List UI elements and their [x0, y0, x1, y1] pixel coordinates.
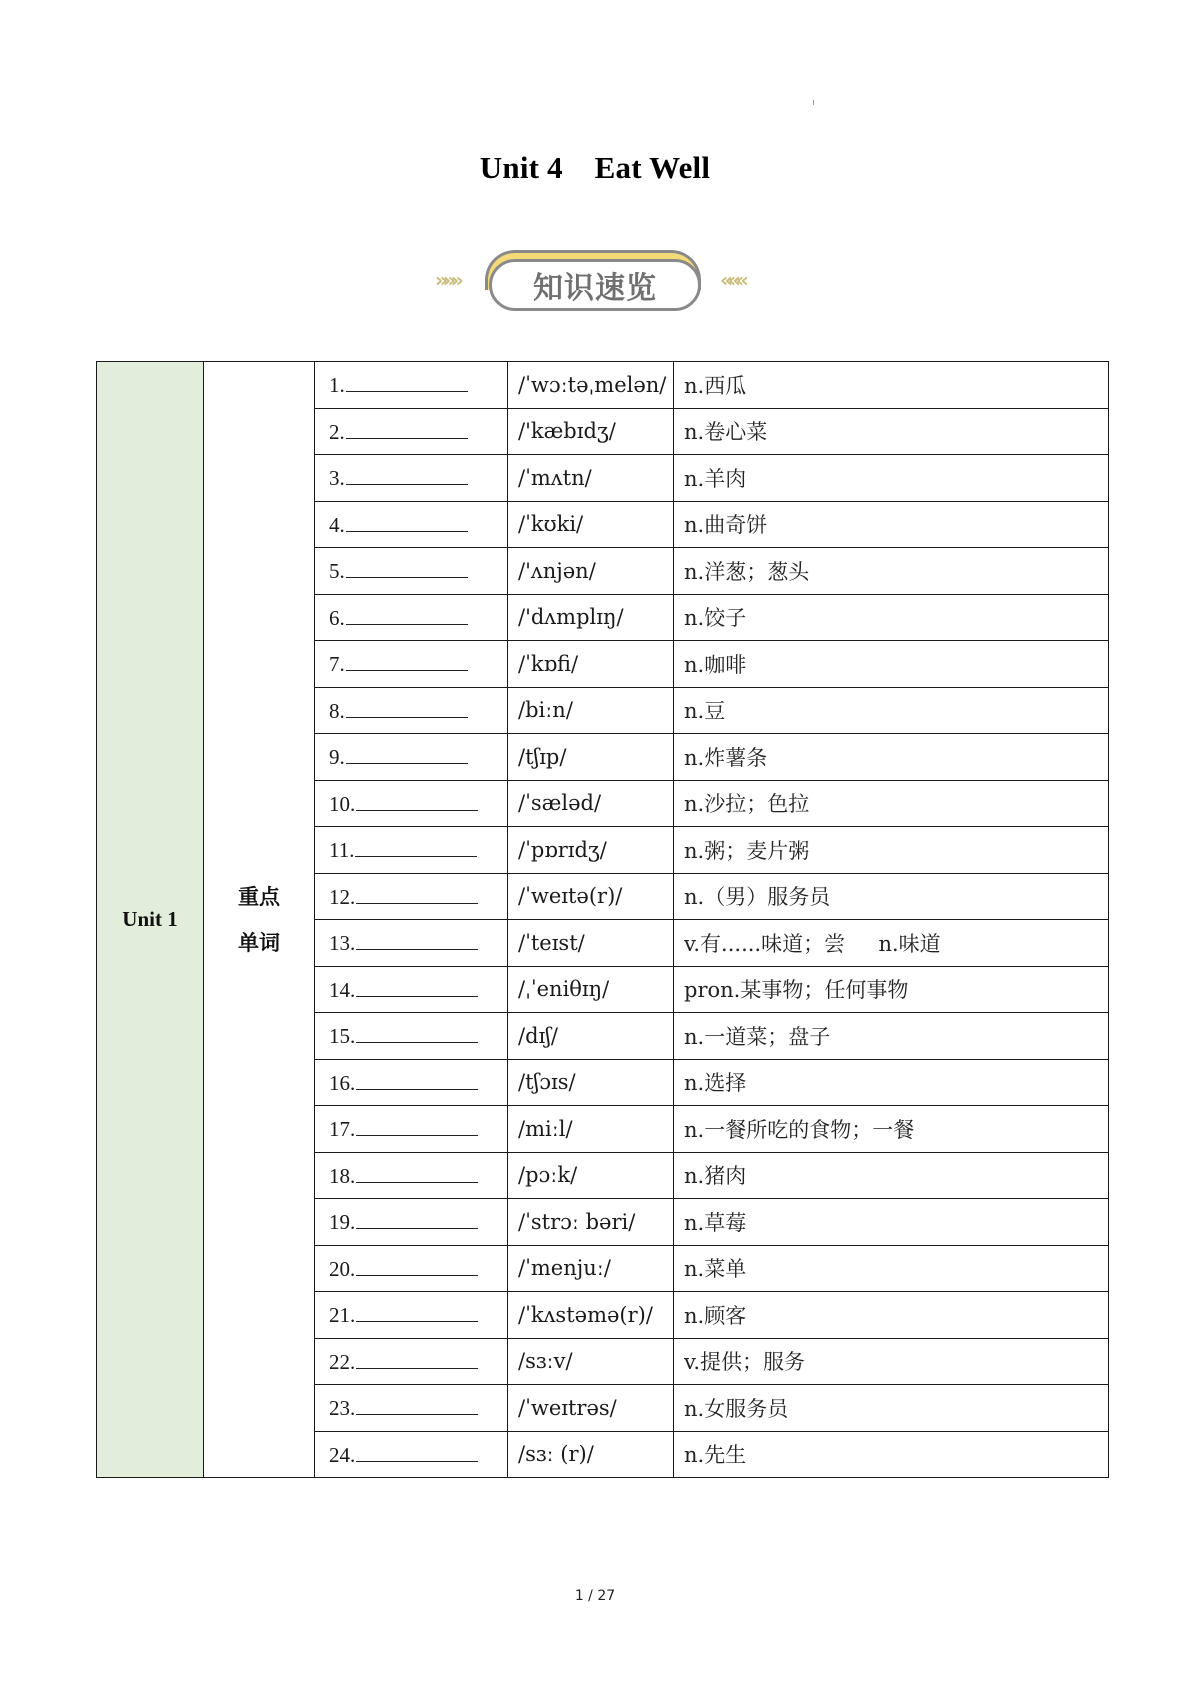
- meaning-cell: n.羊肉: [674, 455, 1109, 502]
- answer-blank-cell: [315, 408, 508, 455]
- meaning-cell: n.饺子: [674, 594, 1109, 641]
- phonetic-cell: /ˈkɒfi/: [508, 641, 674, 688]
- meaning-cell: n.粥；麦片粥: [674, 827, 1109, 874]
- item-number: 9.: [329, 745, 345, 770]
- answer-blank-line[interactable]: [356, 790, 478, 811]
- meaning-cell: n.（男）服务员: [674, 873, 1109, 920]
- answer-blank-line[interactable]: [346, 557, 468, 578]
- item-number: 19.: [329, 1210, 356, 1235]
- answer-blank-line[interactable]: [356, 929, 478, 950]
- answer-blank-line[interactable]: [356, 1348, 478, 1369]
- badge-pill: [489, 259, 701, 311]
- answer-blank-cell: [315, 734, 508, 781]
- answer-blank-cell: [315, 548, 508, 595]
- answer-blank-line[interactable]: [346, 418, 468, 439]
- phonetic-cell: /tʃɪp/: [508, 734, 674, 781]
- answer-blank-line[interactable]: [346, 511, 468, 532]
- meaning-cell: n.炸薯条: [674, 734, 1109, 781]
- answer-blank-line[interactable]: [355, 836, 477, 857]
- badge-label: 知识速览: [533, 271, 657, 306]
- phonetic-cell: /ˈstrɔː bəri/: [508, 1199, 674, 1246]
- answer-blank-cell: [315, 1013, 508, 1060]
- phonetic-cell: /'dʌmplɪŋ/: [508, 594, 674, 641]
- answer-blank-line[interactable]: [356, 1441, 478, 1462]
- answer-blank-line[interactable]: [356, 1394, 478, 1415]
- answer-blank-line[interactable]: [346, 650, 468, 671]
- item-number: 13.: [329, 931, 356, 956]
- item-number: 22.: [329, 1349, 356, 1374]
- item-number: 3.: [329, 466, 345, 491]
- chevron-left-decoration-icon: «««: [720, 268, 744, 292]
- meaning-cell: n.豆: [674, 687, 1109, 734]
- answer-blank-line[interactable]: [346, 464, 468, 485]
- answer-blank-cell: [315, 362, 508, 409]
- unit-label: Unit 1: [122, 907, 178, 931]
- chevron-right-decoration-icon: »»»: [435, 268, 459, 292]
- answer-blank-line[interactable]: [346, 697, 468, 718]
- answer-blank-cell: [315, 1152, 508, 1199]
- meaning-cell: n.女服务员: [674, 1385, 1109, 1432]
- phonetic-cell: /biːn/: [508, 687, 674, 734]
- item-number: 11.: [329, 838, 355, 863]
- answer-blank-line[interactable]: [356, 1255, 478, 1276]
- answer-blank-cell: [315, 873, 508, 920]
- phonetic-cell: /tʃɔɪs/: [508, 1059, 674, 1106]
- phonetic-cell: /'kæbɪdʒ/: [508, 408, 674, 455]
- category-label-line1: 重点: [238, 883, 280, 909]
- phonetic-cell: /pɔːk/: [508, 1152, 674, 1199]
- answer-blank-cell: [315, 1245, 508, 1292]
- answer-blank-line[interactable]: [356, 1022, 478, 1043]
- page-title: Unit 4 Eat Well: [479, 150, 711, 185]
- answer-blank-cell: [315, 1338, 508, 1385]
- answer-blank-cell: [315, 641, 508, 688]
- phonetic-cell: /miːl/: [508, 1106, 674, 1153]
- meaning-cell: n.沙拉；色拉: [674, 780, 1109, 827]
- answer-blank-cell: [315, 780, 508, 827]
- phonetic-cell: /ˈkʊki/: [508, 501, 674, 548]
- meaning-cell: n.选择: [674, 1059, 1109, 1106]
- meaning-cell: n.一餐所吃的食物；一餐: [674, 1106, 1109, 1153]
- answer-blank-cell: [315, 1431, 508, 1478]
- item-number: 2.: [329, 419, 345, 444]
- meaning-cell: n.洋葱；葱头: [674, 548, 1109, 595]
- meaning-cell: v.提供；服务: [674, 1338, 1109, 1385]
- answer-blank-cell: [315, 966, 508, 1013]
- answer-blank-line[interactable]: [346, 371, 468, 392]
- item-number: 14.: [329, 977, 356, 1002]
- answer-blank-cell: [315, 501, 508, 548]
- answer-blank-cell: [315, 827, 508, 874]
- category-label-line2: 单词: [238, 929, 280, 955]
- phonetic-cell: /ˈpɒrɪdʒ/: [508, 827, 674, 874]
- meaning-cell: n.一道菜；盘子: [674, 1013, 1109, 1060]
- phonetic-cell: /'ʌnjən/: [508, 548, 674, 595]
- answer-blank-cell: [315, 1292, 508, 1339]
- item-number: 18.: [329, 1163, 356, 1188]
- answer-blank-cell: [315, 687, 508, 734]
- answer-blank-cell: [315, 1199, 508, 1246]
- page-number: 1 / 27: [574, 1588, 616, 1604]
- answer-blank-line[interactable]: [346, 743, 468, 764]
- phonetic-cell: /ˈweɪtrəs/: [508, 1385, 674, 1432]
- item-number: 16.: [329, 1070, 356, 1095]
- meaning-cell: n.西瓜: [674, 362, 1109, 409]
- item-number: 7.: [329, 652, 345, 677]
- item-number: 20.: [329, 1256, 356, 1281]
- header-tick-mark: [813, 100, 814, 105]
- answer-blank-line[interactable]: [356, 883, 478, 904]
- item-number: 6.: [329, 605, 345, 630]
- meaning-cell: n.卷心菜: [674, 408, 1109, 455]
- answer-blank-line[interactable]: [356, 1115, 478, 1136]
- item-number: 23.: [329, 1396, 356, 1421]
- answer-blank-cell: [315, 1059, 508, 1106]
- unit-label-cell: [97, 362, 204, 1478]
- item-number: 12.: [329, 884, 356, 909]
- section-badge: [430, 250, 760, 314]
- answer-blank-cell: [315, 594, 508, 641]
- meaning-cell: v.有......味道；尝 n.味道: [674, 920, 1109, 967]
- answer-blank-cell: [315, 1106, 508, 1153]
- phonetic-cell: /ˌˈeniθɪŋ/: [508, 966, 674, 1013]
- phonetic-cell: /ˈwɔːtəˌmelən/: [508, 362, 674, 409]
- item-number: 15.: [329, 1024, 356, 1049]
- answer-blank-line[interactable]: [346, 604, 468, 625]
- answer-blank-line[interactable]: [356, 1208, 478, 1229]
- meaning-cell: n.先生: [674, 1431, 1109, 1478]
- phonetic-cell: /dɪʃ/: [508, 1013, 674, 1060]
- item-number: 24.: [329, 1442, 356, 1467]
- item-number: 4.: [329, 512, 345, 537]
- phonetic-cell: /ˈsæləd/: [508, 780, 674, 827]
- phonetic-cell: /ˈmʌtn/: [508, 455, 674, 502]
- item-number: 5.: [329, 559, 345, 584]
- meaning-cell: n.菜单: [674, 1245, 1109, 1292]
- meaning-cell: pron.某事物；任何事物: [674, 966, 1109, 1013]
- category-label-cell: [204, 362, 315, 1478]
- phonetic-cell: /ˈteɪst/: [508, 920, 674, 967]
- item-number: 21.: [329, 1303, 356, 1328]
- table-row: [97, 362, 1109, 409]
- answer-blank-line[interactable]: [356, 1162, 478, 1183]
- meaning-cell: n.曲奇饼: [674, 501, 1109, 548]
- meaning-cell: n.猪肉: [674, 1152, 1109, 1199]
- item-number: 8.: [329, 698, 345, 723]
- phonetic-cell: /sɜːv/: [508, 1338, 674, 1385]
- meaning-cell: n.草莓: [674, 1199, 1109, 1246]
- answer-blank-line[interactable]: [356, 1069, 478, 1090]
- phonetic-cell: /ˈmenjuː/: [508, 1245, 674, 1292]
- answer-blank-line[interactable]: [356, 976, 478, 997]
- phonetic-cell: /ˈkʌstəmə(r)/: [508, 1292, 674, 1339]
- answer-blank-line[interactable]: [356, 1301, 478, 1322]
- vocabulary-table: [96, 361, 1109, 1478]
- answer-blank-cell: [315, 920, 508, 967]
- meaning-cell: n.咖啡: [674, 641, 1109, 688]
- meaning-cell: n.顾客: [674, 1292, 1109, 1339]
- phonetic-cell: /ˈweɪtə(r)/: [508, 873, 674, 920]
- phonetic-cell: /sɜː (r)/: [508, 1431, 674, 1478]
- answer-blank-cell: [315, 455, 508, 502]
- answer-blank-cell: [315, 1385, 508, 1432]
- item-number: 17.: [329, 1117, 356, 1142]
- item-number: 1.: [329, 373, 345, 398]
- item-number: 10.: [329, 791, 356, 816]
